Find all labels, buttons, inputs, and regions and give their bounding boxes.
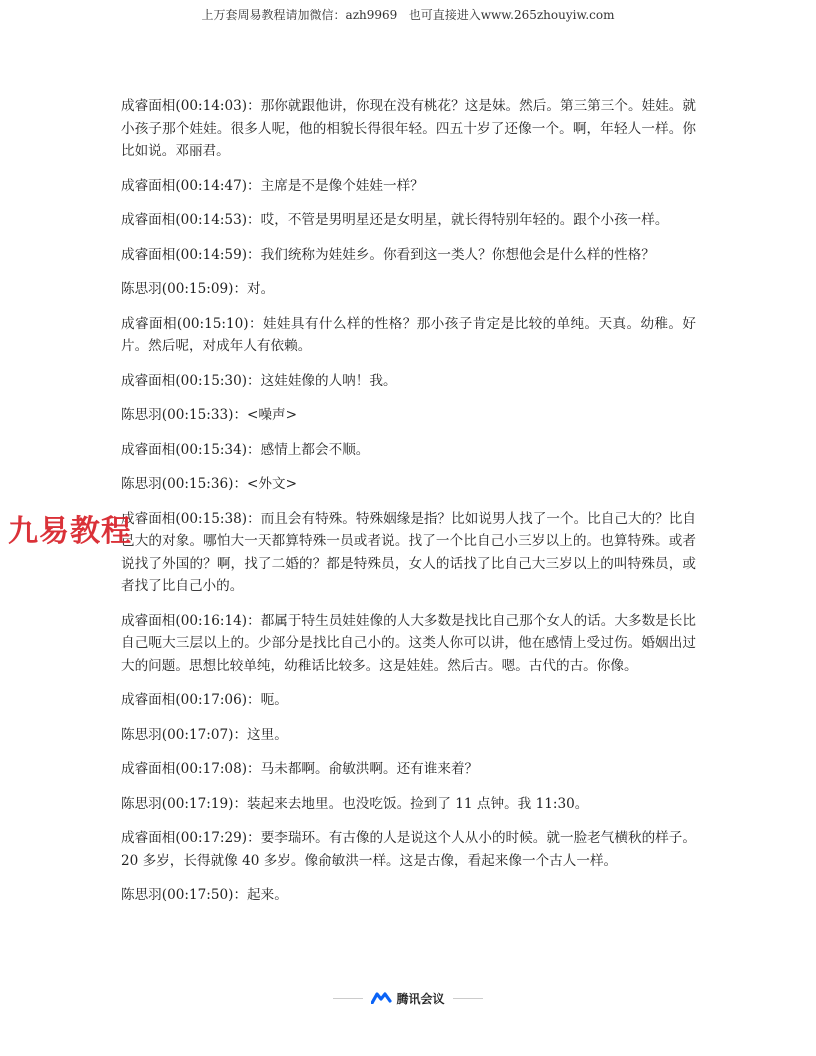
speaker-timestamp: 成睿面相(00:14:59)： xyxy=(121,246,261,263)
utterance-text: <噪声> xyxy=(247,407,298,423)
speaker-timestamp: 陈思羽(00:17:50)： xyxy=(121,887,248,903)
footer-rule-right xyxy=(453,998,483,999)
footer-rule-left xyxy=(333,998,363,999)
transcript xyxy=(121,95,696,919)
speaker-timestamp: 陈思羽(00:15:09)： xyxy=(121,281,248,297)
utterance-text: 都属于特生员娃娃像的人大多数是找比自己那个女人的话。大多数是长比自己呃大三层以上的。少部分是找比自己小的。这类人你可以讲，他在感情上受过伤。婚姻出过大的问题。思想比较单纯，幼稚话比较多。这是娃娃。然后古。嗯。古代的古。你像。 xyxy=(121,612,696,674)
transcript-entry xyxy=(121,244,696,267)
transcript-entry xyxy=(121,370,696,393)
speaker-timestamp: 成睿面相(00:15:10)： xyxy=(121,315,263,332)
utterance-text: 娃娃具有什么样的性格？那小孩子肯定是比较的单纯。天真。幼稚。好片。然后呢，对成年人有依赖。 xyxy=(121,315,696,354)
utterance-text: 我们统称为娃娃乡。你看到这一类人？你想他会是什么样的性格？ xyxy=(260,246,655,263)
speaker-timestamp: 成睿面相(00:17:06)： xyxy=(121,692,261,708)
transcript-entry xyxy=(121,884,696,907)
speaker-timestamp: 陈思羽(00:17:19)： xyxy=(121,795,248,812)
transcript-entry xyxy=(121,313,696,358)
utterance-text: 哎，不管是男明星还是女明星，就长得特别年轻的。跟个小孩一样。 xyxy=(260,212,669,228)
utterance-text: 而且会有特殊。特殊姻缘是指？比如说男人找了一个。比自己大的？比自己大的对象。哪怕大一天都算特殊一员或者说。找了一个比自己小三岁以上的。也算特殊。或者说找了外国的？啊，找了二婚的？都是特殊员，女人的话找了比自己大三岁以上的叫特殊员，或者找了比自己小的。 xyxy=(121,510,696,594)
page-footer xyxy=(0,988,816,1008)
speaker-timestamp: 成睿面相(00:16:14)： xyxy=(121,612,261,629)
speaker-timestamp: 成睿面相(00:14:53)： xyxy=(121,212,261,228)
footer-brand xyxy=(371,990,444,1007)
transcript-entry xyxy=(121,610,696,678)
transcript-entry xyxy=(121,827,696,872)
utterance-text: 这娃娃像的人呐！我。 xyxy=(260,372,397,389)
transcript-entry xyxy=(121,209,696,232)
utterance-text: 装起来去地里。也没吃饭。捡到了 11 点钟。我 11:30。 xyxy=(247,795,589,812)
tencent-meeting-logo-icon xyxy=(371,992,393,1004)
page-header-notice: 上万套周易教程请加微信：azh9969 也可直接进入www.265zhouyiw.com xyxy=(201,8,615,22)
utterance-text: 感情上都会不顺。 xyxy=(260,441,370,458)
transcript-entry xyxy=(121,95,696,163)
utterance-text: 主席是不是像个娃娃一样？ xyxy=(260,177,424,194)
speaker-timestamp: 陈思羽(00:17:07)： xyxy=(121,726,248,743)
footer-brand-label: 腾讯会议 xyxy=(396,991,445,1006)
speaker-timestamp: 陈思羽(00:15:36)： xyxy=(121,476,248,492)
utterance-text: 马未都啊。俞敏洪啊。还有谁来着？ xyxy=(260,761,479,777)
utterance-text: 要李瑞环。有古像的人是说这个人从小的时候。就一脸老气横秋的样子。20 多岁，长得就像 40 多岁。像俞敏洪一样。这是古像，看起来像一个古人一样。 xyxy=(121,830,696,869)
speaker-timestamp: 成睿面相(00:15:30)： xyxy=(121,372,261,389)
utterance-text: 那你就跟他讲，你现在没有桃花？这是妹。然后。第三第三个。娃娃。就小孩子那个娃娃。很多人呢，他的相貌长得很年轻。四五十岁了还像一个。啊，年轻人一样。你比如说。邓丽君。 xyxy=(121,98,696,159)
transcript-entry xyxy=(121,278,696,301)
watermark-logo: 九易教程 xyxy=(8,514,132,549)
transcript-entry xyxy=(121,793,696,816)
transcript-entry xyxy=(121,689,696,712)
transcript-entry xyxy=(121,175,696,198)
speaker-timestamp: 成睿面相(00:14:03)： xyxy=(121,98,261,114)
utterance-text: <外文> xyxy=(247,476,298,492)
utterance-text: 呃。 xyxy=(260,692,288,708)
transcript-entry xyxy=(121,439,696,462)
utterance-text: 这里。 xyxy=(247,726,288,743)
transcript-entry xyxy=(121,508,696,598)
transcript-entry xyxy=(121,758,696,781)
speaker-timestamp: 成睿面相(00:14:47)： xyxy=(121,177,261,194)
utterance-text: 对。 xyxy=(247,281,275,297)
speaker-timestamp: 成睿面相(00:17:29)： xyxy=(121,830,261,846)
transcript-entry xyxy=(121,724,696,747)
utterance-text: 起来。 xyxy=(247,887,288,903)
transcript-entry xyxy=(121,404,696,427)
speaker-timestamp: 陈思羽(00:15:33)： xyxy=(121,407,248,423)
speaker-timestamp: 成睿面相(00:17:08)： xyxy=(121,761,261,777)
speaker-timestamp: 成睿面相(00:15:34)： xyxy=(121,441,261,458)
speaker-timestamp: 成睿面相(00:15:38)： xyxy=(121,510,261,527)
transcript-entry xyxy=(121,473,696,496)
